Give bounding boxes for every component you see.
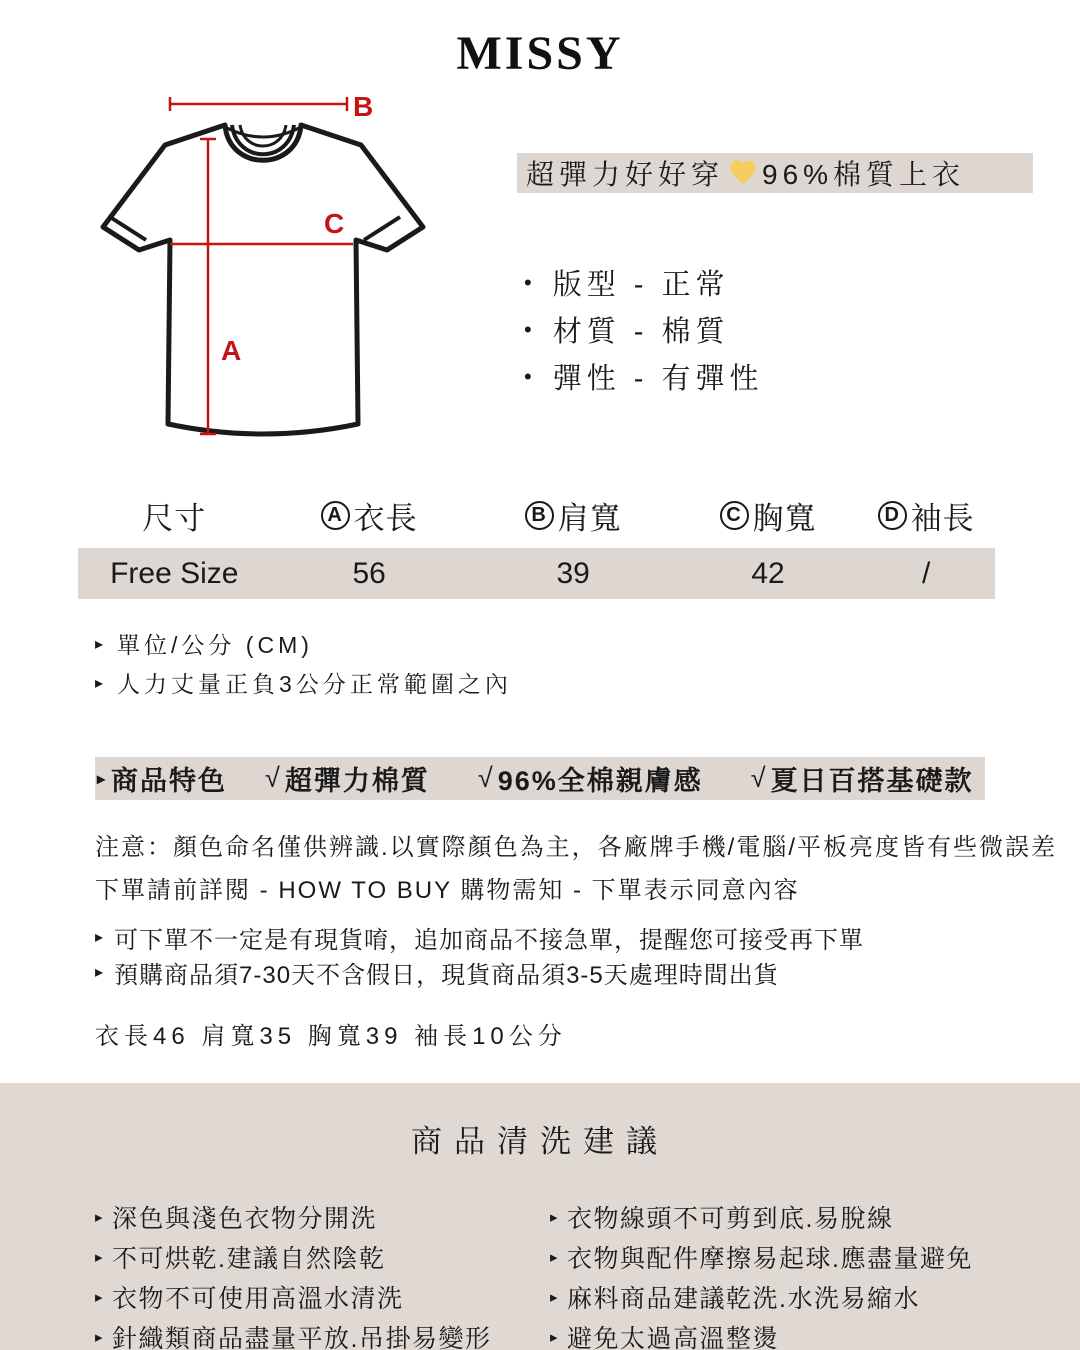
triangle-bullet-icon: ▸ [550, 1329, 560, 1346]
note-unit [95, 630, 512, 657]
spec-item-material [524, 313, 763, 346]
diagram-label-a: A [221, 335, 242, 366]
notice-line-2: 下單請前詳閱 - HOW TO BUY 購物需知 - 下單表示同意內容 [95, 877, 800, 904]
care-item [95, 1243, 550, 1271]
triangle-bullet-icon: ▸ [95, 1209, 105, 1226]
care-text: 衣物不可使用高溫水清洗 [112, 1285, 404, 1313]
feature-item [478, 759, 703, 798]
order-note [95, 922, 864, 952]
feature-item [751, 759, 974, 798]
check-icon: √ [477, 763, 495, 793]
triangle-bullet-icon: ▸ [95, 1249, 105, 1266]
headline-text-left: 超彈力好好穿 [526, 159, 725, 190]
feature-bar [95, 757, 985, 800]
model-measurements: 衣長46 肩寬35 胸寬39 袖長10公分 [95, 1023, 567, 1050]
bullet-icon: • [524, 316, 537, 342]
cell-length: 56 [352, 556, 386, 590]
care-column-left [95, 1203, 550, 1350]
triangle-bullet-icon: ▸ [95, 635, 108, 653]
spec-text: 材質 - 棉質 [552, 316, 730, 348]
care-section [0, 1083, 1080, 1350]
header-length [271, 493, 468, 538]
cell-shoulder: 39 [556, 556, 590, 590]
tshirt-measurement-diagram [75, 92, 435, 460]
care-item [550, 1243, 1080, 1271]
brand-title: MISSY [456, 27, 624, 80]
circled-a-icon: A [321, 501, 350, 530]
order-note-text: 可下單不一定是有現貨唷，追加商品不接急單，提醒您可接受再下單 [114, 926, 865, 954]
feature-item [265, 759, 430, 798]
triangle-bullet-icon: ▸ [550, 1249, 560, 1266]
order-note [95, 957, 864, 987]
header-label: 肩寬 [557, 500, 622, 536]
header-size: 尺寸 [142, 500, 207, 536]
order-note-text: 預購商品須7-30天不含假日，現貨商品須3-5天處理時間出貨 [114, 961, 779, 989]
care-title: 商品清洗建議 [411, 1124, 669, 1159]
care-text: 衣物線頭不可剪到底.易脫線 [567, 1205, 894, 1233]
triangle-bullet-icon: ▸ [95, 1289, 105, 1306]
care-text: 針織類商品盡量平放.吊掛易變形 [112, 1325, 492, 1350]
size-table-row [78, 548, 995, 599]
care-item [550, 1323, 1080, 1350]
diagram-label-c: C [324, 208, 345, 239]
header-sleeve [857, 493, 995, 538]
note-text: 單位/公分 (CM) [117, 632, 313, 658]
care-text: 不可烘乾.建議自然陰乾 [112, 1245, 386, 1273]
care-column-right [550, 1203, 1080, 1350]
product-headline [517, 153, 1033, 193]
care-item [550, 1283, 1080, 1311]
care-item [95, 1283, 550, 1311]
spec-text: 版型 - 正常 [552, 269, 730, 301]
triangle-bullet-icon: ▸ [97, 770, 108, 788]
cell-sleeve: / [922, 556, 931, 590]
note-text: 人力丈量正負3公分正常範圍之內 [117, 671, 512, 697]
tshirt-outline-icon [103, 125, 423, 434]
bullet-icon: • [524, 269, 537, 295]
feature-title: 商品特色 [111, 766, 228, 796]
spec-item-fit [524, 266, 763, 299]
triangle-bullet-icon: ▸ [95, 674, 108, 692]
triangle-bullet-icon: ▸ [95, 1329, 105, 1346]
care-text: 衣物與配件摩擦易起球.應盡量避免 [567, 1245, 973, 1273]
triangle-bullet-icon: ▸ [550, 1209, 560, 1226]
order-notes [95, 922, 864, 992]
spec-item-stretch [524, 360, 763, 393]
spec-text: 彈性 - 有彈性 [552, 363, 764, 395]
care-text: 避免太過高溫整燙 [567, 1325, 780, 1350]
care-item [550, 1203, 1080, 1231]
triangle-bullet-icon: ▸ [95, 929, 105, 946]
feature-text: 96%全棉親膚感 [497, 766, 703, 796]
note-tolerance [95, 669, 512, 696]
size-table [78, 492, 995, 599]
measurement-notes [95, 630, 512, 708]
care-item [95, 1323, 550, 1350]
cell-size-name: Free Size [110, 556, 239, 590]
size-table-header [78, 492, 995, 538]
triangle-bullet-icon: ▸ [550, 1289, 560, 1306]
care-item [95, 1203, 550, 1231]
care-text: 麻料商品建議乾洗.水洗易縮水 [567, 1285, 920, 1313]
header-chest [679, 493, 858, 538]
header-label: 袖長 [910, 500, 975, 536]
notice-line-1: 注意：顏色命名僅供辨識.以實際顏色為主，各廠牌手機/電腦/平板亮度皆有些微誤差 [95, 834, 1058, 861]
feature-text: 超彈力棉質 [284, 766, 430, 796]
circled-c-icon: C [720, 501, 749, 530]
header-label: 胸寬 [752, 500, 817, 536]
triangle-bullet-icon: ▸ [95, 964, 105, 981]
cell-chest: 42 [751, 556, 785, 590]
care-text: 深色與淺色衣物分開洗 [112, 1205, 378, 1233]
feature-text: 夏日百搭基礎款 [770, 766, 974, 796]
check-icon: √ [750, 763, 768, 793]
care-columns [0, 1203, 1080, 1350]
bullet-icon: • [524, 363, 537, 389]
circled-d-icon: D [878, 501, 907, 530]
spec-list [524, 266, 763, 407]
yellow-heart-icon [727, 158, 759, 188]
check-icon: √ [265, 763, 282, 793]
header-shoulder [468, 493, 679, 538]
header-label: 衣長 [353, 500, 418, 536]
diagram-label-b: B [353, 92, 374, 122]
color-notice [95, 826, 1057, 912]
headline-text-right: 96%棉質上衣 [762, 159, 966, 190]
circled-b-icon: B [525, 501, 554, 530]
